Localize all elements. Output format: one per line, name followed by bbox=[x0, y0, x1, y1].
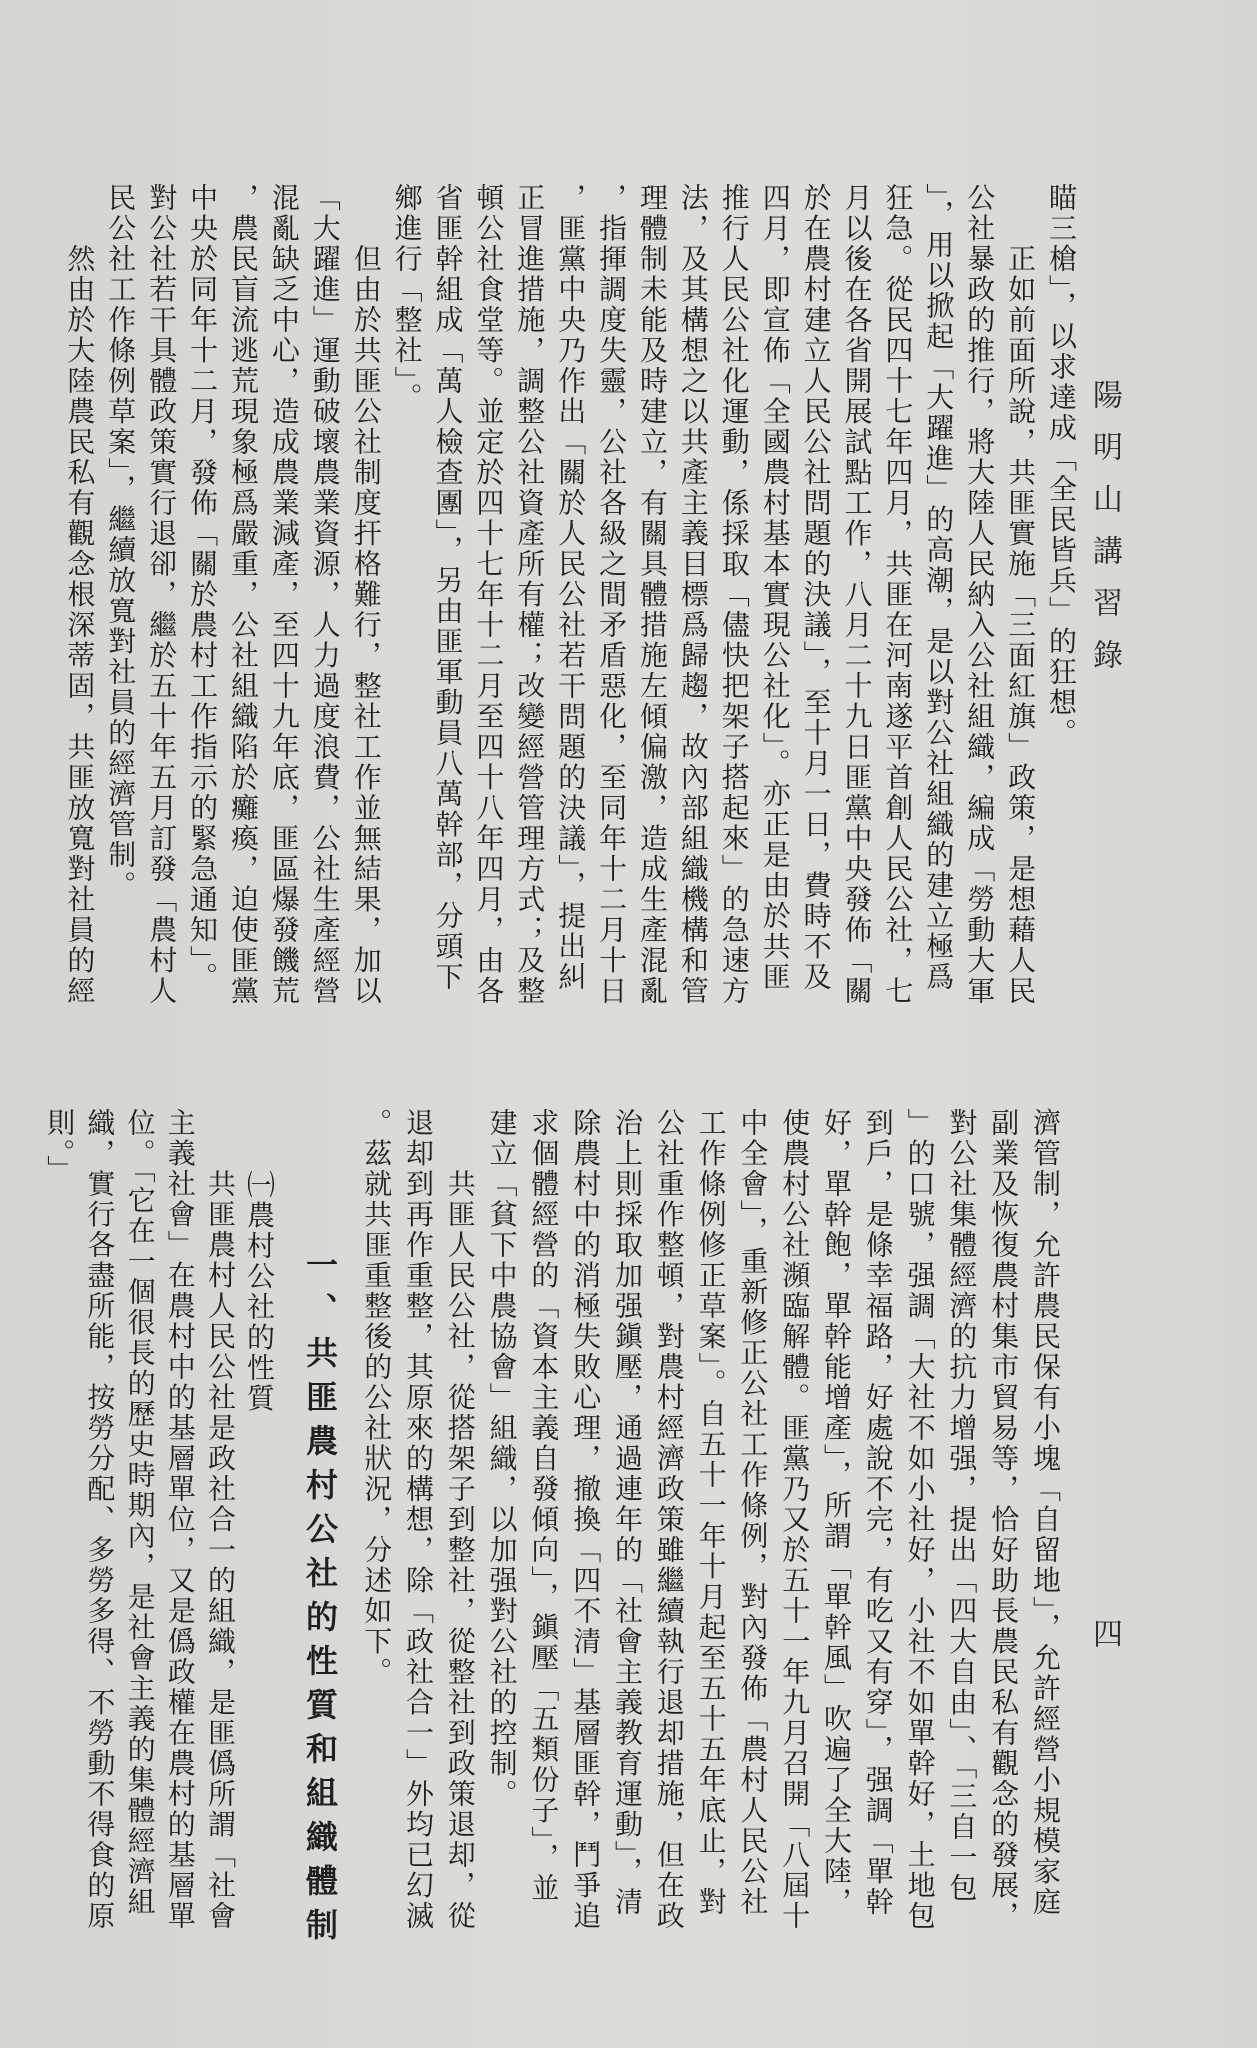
text-column: 中全會」，重新修正公社工作條例，對內發佈「農村人民公社 bbox=[736, 1108, 770, 1918]
page-number: 四 bbox=[1087, 1618, 1122, 1648]
text-column: 工作條例修正草案」。自五十一年十月起至五十五年底止，對 bbox=[694, 1108, 728, 1918]
text-column: ，匪黨中央乃作出「關於人民公社若干問題的決議」，提出糾 bbox=[554, 183, 588, 993]
text-column: 織，實行各盡所能，按勞分配、多勞多得、不勞動不得食的原 bbox=[83, 1108, 117, 1932]
text-column: 主義社會」在農村中的基層單位，又是僞政權在農村的基層單 bbox=[163, 1108, 197, 1932]
text-column: 」，用以掀起「大躍進」的高潮，是以對公社組織的建立極爲 bbox=[922, 183, 956, 993]
text-column: 除農村中的消極失敗心理，撤換「四不清」基層匪幹，鬥爭追 bbox=[569, 1108, 603, 1932]
text-column: ，指揮調度失靈，公社各級之間矛盾惡化，至同年十二月十日 bbox=[595, 183, 629, 1007]
text-column: 位。「它在一個很長的歷史時期內，是社會主義的集體經濟組 bbox=[123, 1108, 157, 1918]
text-column: 共匪人民公社，從搭架子到整社，從整社到政策退却，從 bbox=[443, 1169, 477, 1932]
text-column: 公社重作整頓，對農村經濟政策雖繼續執行退却措施，但在政 bbox=[652, 1108, 686, 1932]
text-column: 月以後在各省開展試點工作，八月二十九日匪黨中央發佈「關 bbox=[840, 183, 874, 1007]
text-column: 求個體經營的「資本主義自發傾向」，鎭壓「五類份子」，並 bbox=[527, 1108, 561, 1904]
text-column: 「大躍進」運動破壞農業資源，人力過度浪費，公社生產經營 bbox=[308, 183, 342, 1007]
text-column: 治上則採取加强鎭壓，通過連年的「社會主義教育運動」，清 bbox=[611, 1108, 644, 1918]
text-column: 則。」 bbox=[43, 1108, 77, 1186]
subsection-heading: ㈠農村公社的性質 bbox=[243, 1170, 276, 1414]
text-column: 瞄三槍」，以求達成「全民皆兵」的狂想。 bbox=[1045, 183, 1078, 749]
text-column: 四月，即宣佈「全國農村基本實現公社化」。亦正是由於共匪 bbox=[758, 183, 792, 993]
text-column: 退却到再作重整，其原來的構想，除「政社合一」外均已幻滅 bbox=[402, 1108, 435, 1932]
text-column: 但由於共匪公社制度扞格難行，整社工作並無結果，加以 bbox=[349, 244, 383, 1007]
text-column: 省匪幹組成「萬人檢查團」，另由匪軍動員八萬幹部，分頭下 bbox=[431, 183, 465, 993]
text-column: 濟管制，允許農民保有小塊「自留地」，允許經營小規模家庭 bbox=[1029, 1108, 1062, 1918]
text-column: 法，及其構想之以共產主義目標爲歸趨，故內部組織機構和管 bbox=[676, 183, 710, 1007]
text-column: 使農村公社瀕臨解體。匪黨乃又於五十一年九月召開「八屆十 bbox=[778, 1108, 812, 1932]
text-column: 公社暴政的推行，將大陸人民納入公社組織，編成「勞動大軍 bbox=[963, 183, 997, 1007]
text-column: 中央於同年十二月，發佈「關於農村工作指示的緊急通知」。 bbox=[186, 183, 220, 993]
text-column: 然由於大陸農民私有觀念根深蒂固，共匪放寬對社員的經 bbox=[63, 244, 97, 1007]
running-header-title: 陽明山講習錄 bbox=[1087, 379, 1122, 691]
text-column: 頓公社食堂等。並定於四十七年十二月至四十八年四月，由各 bbox=[472, 183, 506, 1007]
text-column: 對公社若干具體政策實行退卻，繼於五十年五月訂發「農村人 bbox=[145, 183, 179, 1007]
text-column: 鄉進行「整社」。 bbox=[390, 183, 424, 413]
text-column: 」的口號，强調「大社不如小社好，小社不如單幹好，土地包 bbox=[903, 1108, 937, 1932]
text-column: 正如前面所說，共匪實施「三面紅旗」政策，是想藉人民 bbox=[1004, 244, 1038, 1007]
text-column: 推行人民公社化運動，係採取「儘快把架子搭起來」的急速方 bbox=[717, 183, 751, 1007]
text-column: 理體制未能及時建立，有關具體措施左傾偏激，造成生產混亂 bbox=[636, 183, 669, 1007]
text-column: 民公社工作條例草案」，繼續放寬對社員的經濟管制。 bbox=[104, 183, 138, 901]
text-column: 到戶，是條幸福路，好處說不完，有吃又有穿」，强調「單幹 bbox=[861, 1108, 895, 1918]
text-column: ，農民盲流逃荒現象極爲嚴重，公社組織陷於癱瘓，迫使匪黨 bbox=[227, 183, 260, 1007]
text-column: 副業及恢復農村集市貿易等，恰好助長農民私有觀念的發展， bbox=[987, 1108, 1021, 1932]
text-column: 共匪農村人民公社是政社合一的組織，是匪僞所謂「社會 bbox=[204, 1169, 237, 1932]
text-column: 好，單幹飽，單幹能增產」，所謂「單幹風」吹遍了全大陸， bbox=[820, 1108, 853, 1918]
text-column: 於在農村建立人民公社問題的決議」，至十月一日，費時不及 bbox=[799, 183, 833, 993]
text-column: 正冒進措施，調整公社資產所有權；改變經營管理方式；及整 bbox=[513, 183, 547, 1007]
text-column: 建立「貧下中農協會」組織，以加强對公社的控制。 bbox=[485, 1108, 519, 1810]
section-heading: 一、共匪農村公社的性質和組織體制 bbox=[301, 1248, 339, 1952]
text-column: 狂急。從民四十七年四月，共匪在河南遂平首創人民公社，七 bbox=[881, 183, 915, 1007]
text-column: 。茲就共匪重整後的公社狀況，分述如下。 bbox=[360, 1108, 394, 1688]
text-column: 混亂缺乏中心，造成農業減產，至四十九年底，匪區爆發饑荒 bbox=[267, 183, 301, 1007]
text-column: 對公社集體經濟的抗力增强，提出「四大自由」、「三自一包 bbox=[945, 1108, 979, 1904]
